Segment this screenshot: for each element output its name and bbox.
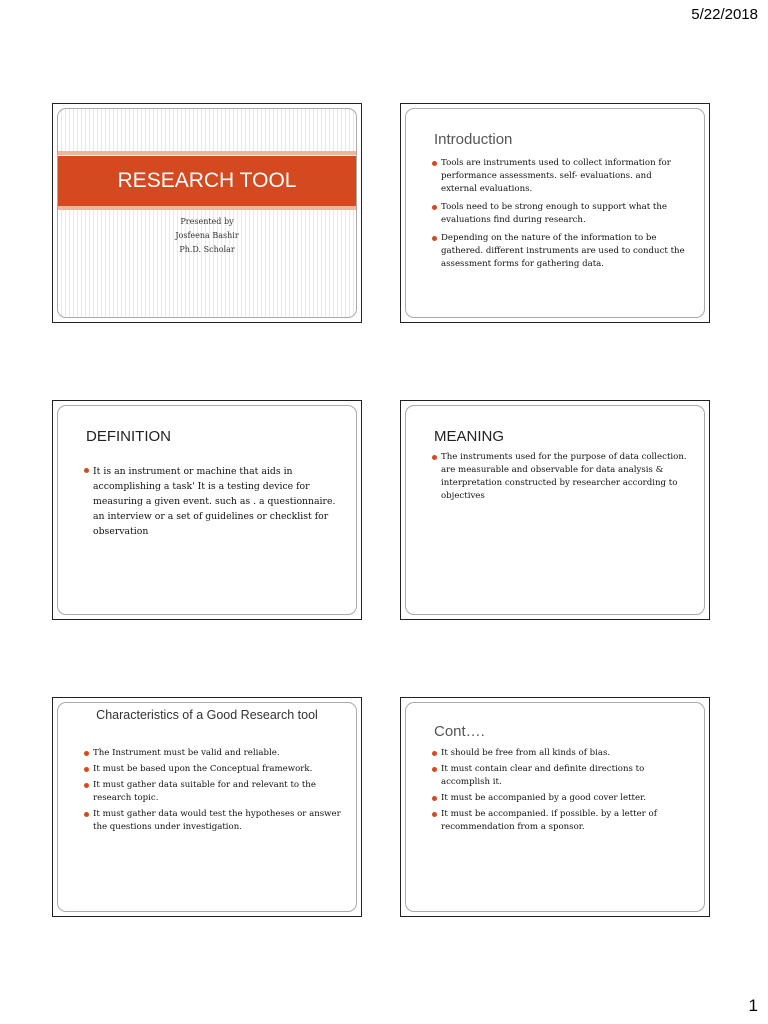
bullet-item: Tools are instruments used to collect information for performance assessments. self- evaluations. and external evaluations. [432,157,690,196]
print-date: 5/22/2018 [691,6,758,23]
title-band-accent-bottom [58,206,356,210]
slide-cont-title: Cont…. [434,723,485,740]
presenter-name: Josfeena Bashir [175,231,239,240]
title-band-accent-top [58,151,356,155]
slide-title-frame [57,108,357,318]
slide-characteristics [52,697,362,917]
slide-definition [52,400,362,620]
slide-introduction-title: Introduction [434,131,513,148]
slide-characteristics-bullets [84,747,342,837]
slide-introduction-bullets [432,157,690,276]
slide-definition-title: DEFINITION [86,428,171,445]
presenter-degree: Ph.D. Scholar [179,245,235,254]
bullet-item: It must contain clear and definite directions to accomplish it. [432,763,690,789]
bullet-item: The Instrument must be valid and reliable. [84,747,342,760]
bullet-item: Depending on the nature of the information to be gathered. different instruments are used to conduct the assessment forms for gathering data. [432,232,690,271]
slide-title-heading: RESEARCH TOOL [117,169,297,192]
slide-meaning-title: MEANING [434,428,505,445]
presenter-line: Presented by [180,217,234,226]
slide-characteristics-title: Characteristics of a Good Research tool [96,708,318,722]
slide-meaning-bullets [432,451,690,508]
bullet-item: It must be based upon the Conceptual framework. [84,763,342,776]
slide-definition-bullets [84,464,342,544]
slide-meaning [400,400,710,620]
bullet-item: It must gather data would test the hypotheses or answer the questions under investigation. [84,808,342,834]
slide-cont-frame [405,702,705,912]
presenter-block [58,215,356,257]
slide-cont [400,697,710,917]
slide-characteristics-frame [57,702,357,912]
bullet-item: It should be free from all kinds of bias. [432,747,690,760]
bullet-item: Tools need to be strong enough to support what the evaluations find during research. [432,201,690,227]
title-band [58,156,356,206]
slide-definition-frame [57,405,357,615]
bullet-item: It must be accompanied by a good cover letter. [432,792,690,805]
slide-introduction-frame [405,108,705,318]
slide-meaning-frame [405,405,705,615]
slide-introduction [400,103,710,323]
slide-title [52,103,362,323]
page-number: 1 [748,996,758,1015]
bullet-item: It must gather data suitable for and relevant to the research topic. [84,779,342,805]
slide-cont-bullets [432,747,690,837]
bullet-item: It must be accompanied. if possible. by a letter of recommendation from a sponsor. [432,808,690,834]
bullet-item: It is an instrument or machine that aids in accomplishing a task' It is a testing device for measuring a given event. such as . a questionnaire. an interview or a set of guidelines or checklist for observation [84,464,342,539]
bullet-item: The instruments used for the purpose of data collection. are measurable and observable for data analysis & interpretation constructed by researcher according to objectives [432,451,690,503]
